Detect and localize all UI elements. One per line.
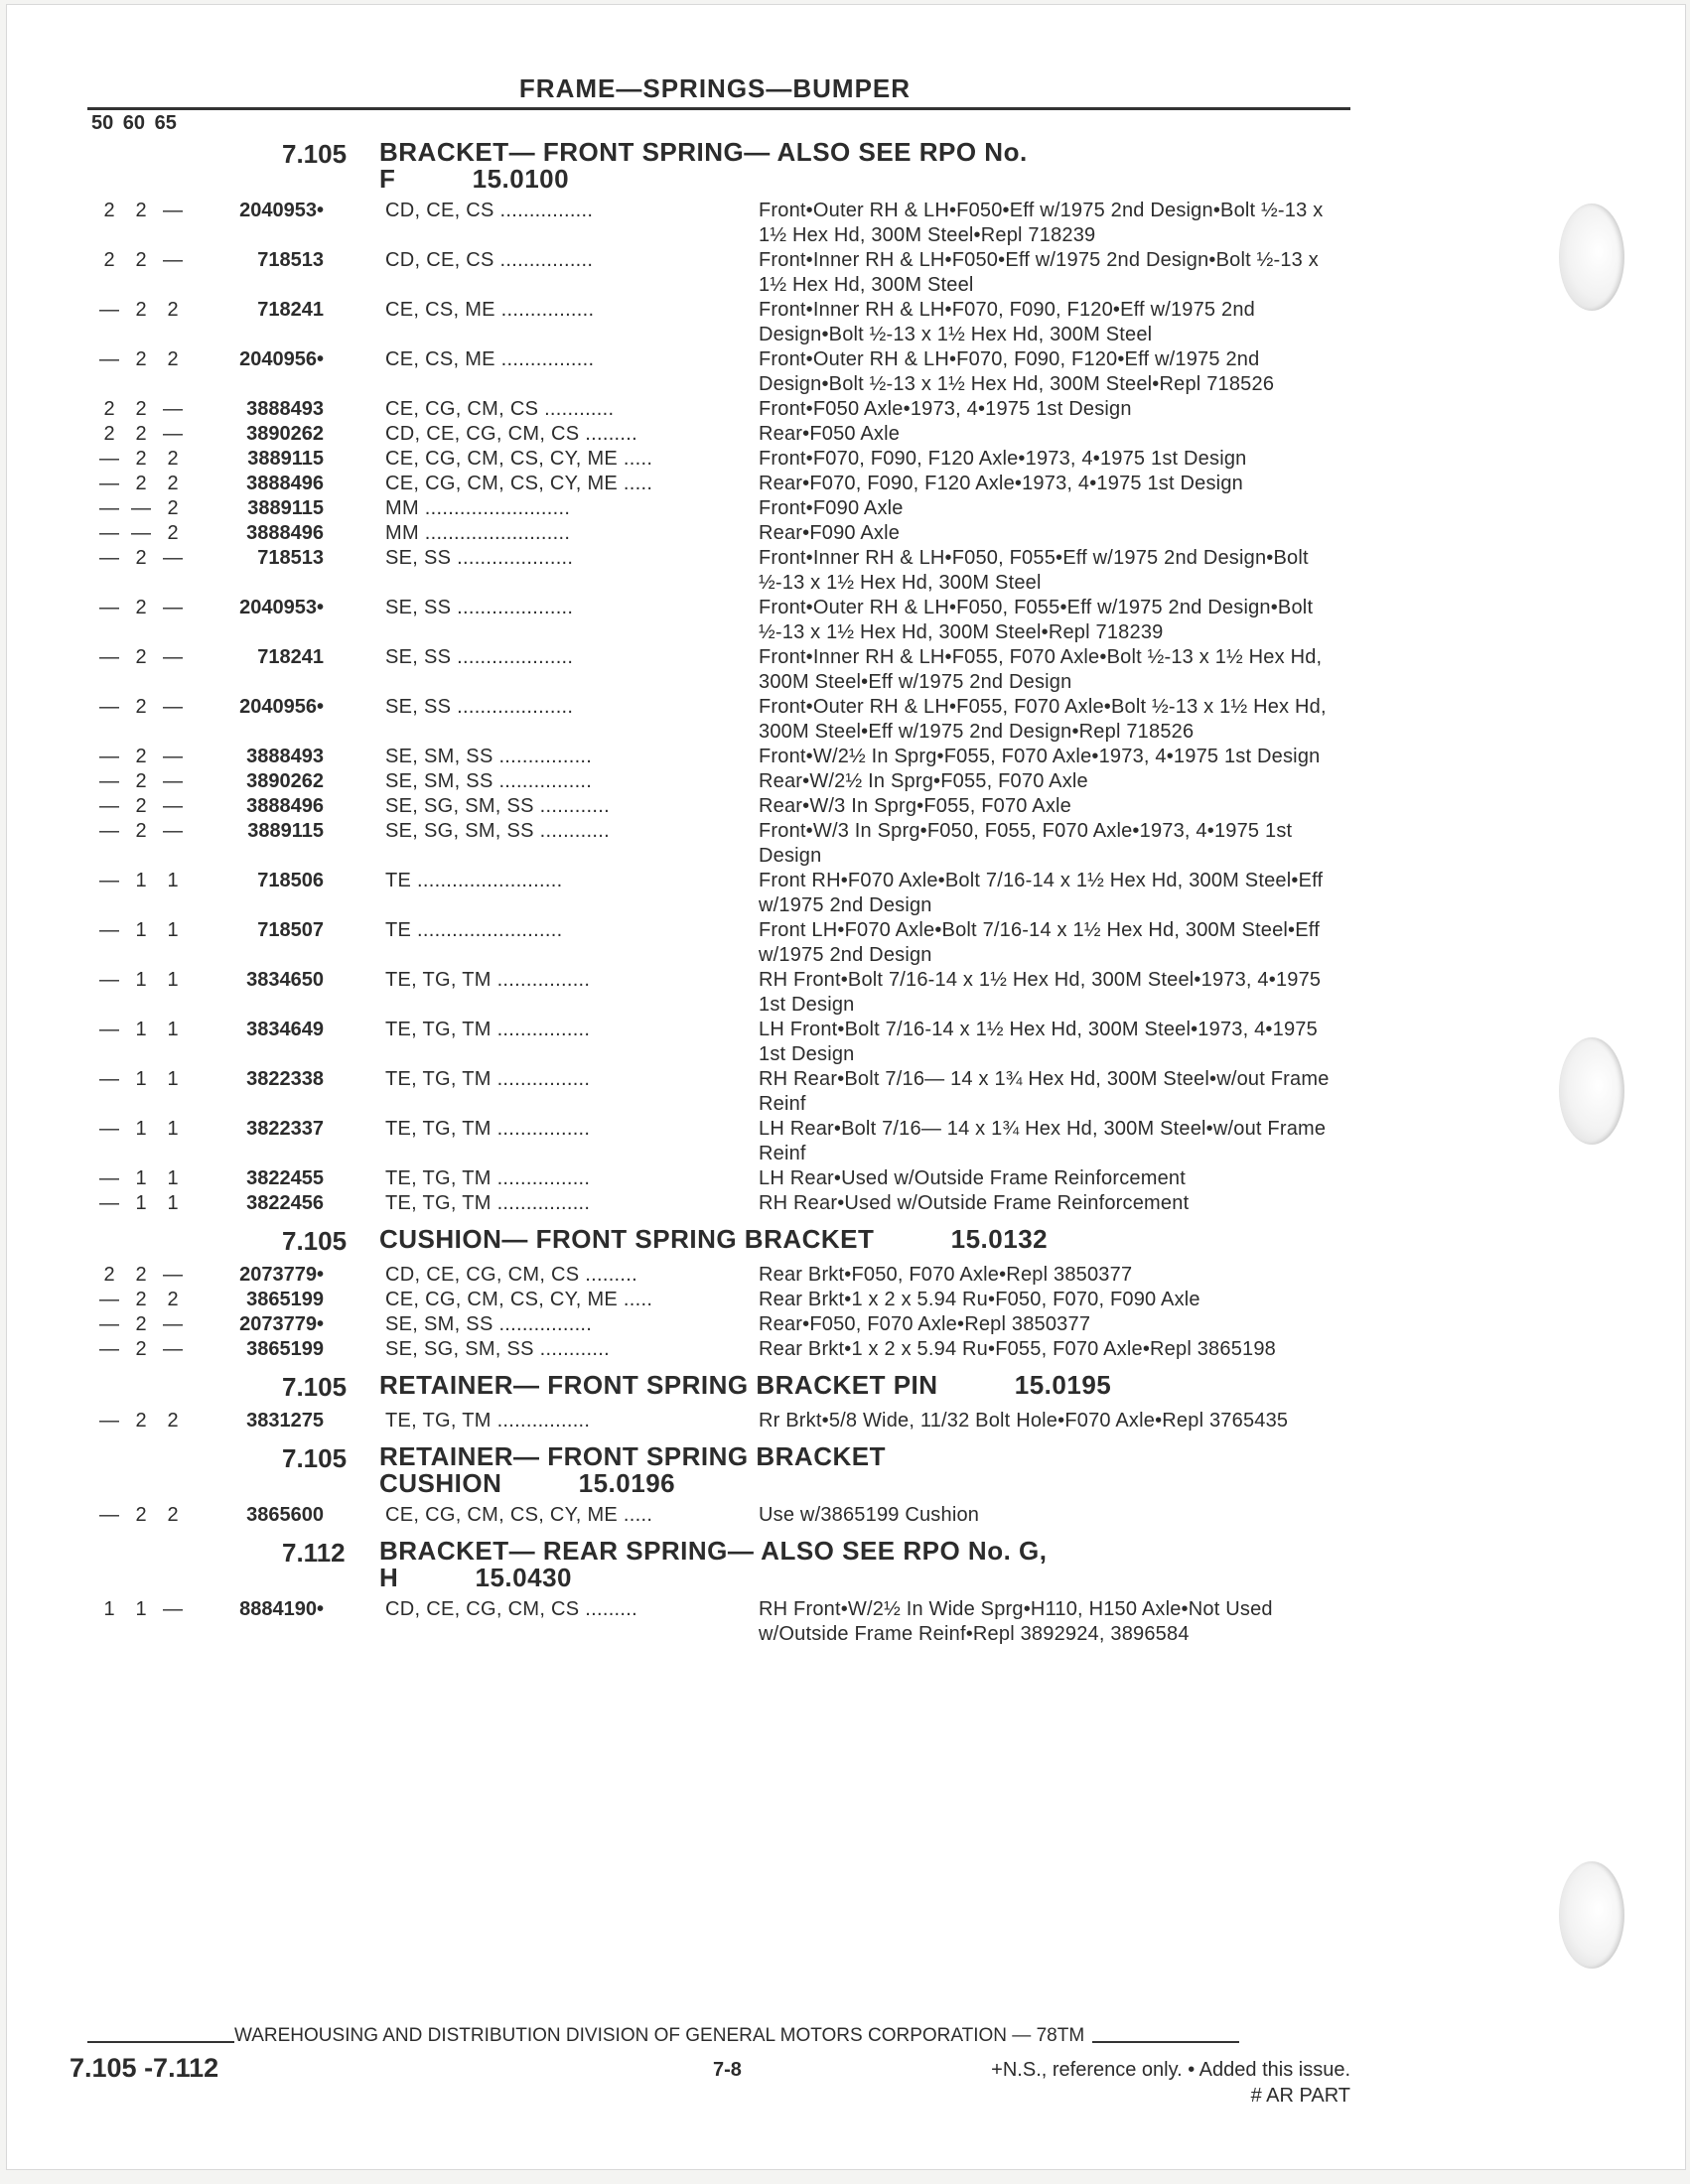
qty-1960: 1 (135, 870, 147, 891)
qty-1965: — (163, 398, 183, 420)
part-number: 718507 (257, 919, 324, 941)
part-description: Front•Outer RH & LH•F050, F055•Eff w/1975 2nd Design•Bolt ½-13 x 1½ Hex Hd, 300M Steel•Repl 718239 (759, 597, 1314, 643)
model-codes: CE, CG, CM, CS, CY, ME ..... (385, 1289, 653, 1310)
qty-1950: — (99, 820, 119, 842)
part-number: 3888496 (246, 795, 324, 817)
part-row (93, 397, 1354, 422)
qty-1950: — (99, 770, 119, 792)
part-number: 3889115 (247, 497, 324, 519)
part-description: Front•Outer RH & LH•F070, F090, F120•Eff w/1975 2nd Design•Bolt ½-13 x 1½ Hex Hd, 300M Steel•Repl 718526 (759, 348, 1275, 395)
qty-1965: 1 (167, 870, 179, 891)
model-codes: TE, TG, TM ................ (385, 1167, 591, 1189)
part-number: 3888493 (246, 398, 324, 420)
part-row (93, 1288, 1354, 1312)
part-number: 3888493 (246, 746, 324, 767)
part-number: 2040953• (239, 597, 324, 618)
qty-1960: 2 (135, 547, 147, 569)
model-codes: CD, CE, CG, CM, CS ......... (385, 423, 637, 445)
part-row (93, 1597, 1354, 1647)
part-description: Rear Brkt•F050, F070 Axle•Repl 3850377 (759, 1264, 1133, 1286)
section-header (93, 1443, 1354, 1497)
qty-1965: — (163, 746, 183, 767)
qty-1965: 1 (167, 969, 179, 991)
part-row (93, 869, 1354, 918)
model-codes: SE, SS .................... (385, 547, 574, 569)
part-row (93, 596, 1354, 645)
qty-1950: 2 (103, 1264, 115, 1286)
part-row (93, 968, 1354, 1018)
part-number: 3834649 (246, 1019, 324, 1040)
section-number: 7.112 (282, 1538, 346, 1568)
qty-1950: 2 (103, 423, 115, 445)
section-header (93, 1226, 1354, 1257)
year-column-headers: 50 60 65 (91, 112, 177, 134)
qty-1965: 2 (167, 473, 179, 494)
qty-1965: 1 (167, 1118, 179, 1140)
part-description: Front•Inner RH & LH•F050, F055•Eff w/1975 2nd Design•Bolt ½-13 x 1½ Hex Hd, 300M Steel (759, 547, 1309, 594)
qty-1960: — (131, 497, 151, 519)
qty-1950: — (99, 1118, 119, 1140)
section-title: BRACKET— REAR SPRING— ALSO SEE RPO No. G, H 15.0430 (379, 1536, 1048, 1592)
qty-1950: — (99, 597, 119, 618)
part-number: 3822338 (246, 1068, 324, 1090)
model-codes: SE, SM, SS ................ (385, 1313, 593, 1335)
part-description: Rear•F050 Axle (759, 423, 901, 445)
qty-1950: — (99, 870, 119, 891)
model-codes: CE, CG, CM, CS, CY, ME ..... (385, 1504, 653, 1526)
qty-1950: — (99, 1338, 119, 1360)
qty-1965: — (163, 1338, 183, 1360)
qty-1960: 1 (135, 1118, 147, 1140)
part-row (93, 918, 1354, 968)
qty-1960: 2 (135, 1313, 147, 1335)
parts-listing (93, 139, 1354, 1647)
qty-1960: 1 (135, 1192, 147, 1214)
part-number: 3865199 (246, 1338, 324, 1360)
qty-1960: 2 (135, 696, 147, 718)
part-row (93, 422, 1354, 447)
qty-1960: 2 (135, 1410, 147, 1432)
part-description: Rear•W/2½ In Sprg•F055, F070 Axle (759, 770, 1088, 792)
part-row (93, 794, 1354, 819)
model-codes: SE, SM, SS ................ (385, 746, 593, 767)
part-row (93, 769, 1354, 794)
qty-1960: 2 (135, 473, 147, 494)
part-number: 3865600 (246, 1504, 324, 1526)
section-title: CUSHION— FRONT SPRING BRACKET 15.0132 (379, 1224, 1049, 1254)
part-row (93, 645, 1354, 695)
qty-1950: 1 (103, 1598, 115, 1620)
qty-1960: 2 (135, 770, 147, 792)
qty-1965: — (163, 547, 183, 569)
qty-1965: — (163, 597, 183, 618)
part-number: 3834650 (246, 969, 324, 991)
part-description: Rear•F050, F070 Axle•Repl 3850377 (759, 1313, 1091, 1335)
part-row (93, 1337, 1354, 1362)
qty-1950: — (99, 795, 119, 817)
model-codes: SE, SM, SS ................ (385, 770, 593, 792)
model-codes: SE, SS .................... (385, 646, 574, 668)
part-number: 2040953• (239, 200, 324, 221)
part-description: Front•F090 Axle (759, 497, 904, 519)
footer-rule-left (87, 2041, 234, 2043)
part-row (93, 1067, 1354, 1117)
part-row (93, 298, 1354, 347)
qty-1950: — (99, 1504, 119, 1526)
footer-rule-right (1092, 2041, 1239, 2043)
part-number: 2040956• (239, 696, 324, 718)
binder-hole-top (1559, 204, 1624, 311)
part-number: 3822455 (246, 1167, 324, 1189)
header-rule (87, 107, 1350, 110)
part-number: 8884190• (239, 1598, 324, 1620)
qty-1960: 2 (135, 348, 147, 370)
binder-hole-bottom (1559, 1861, 1624, 1969)
qty-1965: 2 (167, 299, 179, 321)
qty-1965: 1 (167, 1019, 179, 1040)
qty-1965: — (163, 1598, 183, 1620)
qty-1960: 1 (135, 919, 147, 941)
model-codes: TE, TG, TM ................ (385, 1192, 591, 1214)
qty-1960: 2 (135, 1338, 147, 1360)
footer-legend (933, 2057, 1350, 2109)
qty-1960: 2 (135, 1504, 147, 1526)
qty-1965: 2 (167, 348, 179, 370)
qty-1965: — (163, 423, 183, 445)
qty-1960: 1 (135, 1068, 147, 1090)
qty-1960: 2 (135, 299, 147, 321)
part-description: Front LH•F070 Axle•Bolt 7/16-14 x 1½ Hex Hd, 300M Steel•Eff w/1975 2nd Design (759, 919, 1320, 966)
part-row (93, 521, 1354, 546)
part-description: Rear•F070, F090, F120 Axle•1973, 4•1975 1st Design (759, 473, 1243, 494)
part-number: 3822337 (246, 1118, 324, 1140)
part-number: 3822456 (246, 1192, 324, 1214)
part-number: 718513 (257, 547, 324, 569)
model-codes: TE, TG, TM ................ (385, 1118, 591, 1140)
part-number: 718241 (257, 299, 324, 321)
part-number: 718513 (257, 249, 324, 271)
model-codes: CE, CS, ME ................ (385, 299, 595, 321)
part-description: Rear•F090 Axle (759, 522, 901, 544)
qty-1960: 2 (135, 200, 147, 221)
qty-1965: — (163, 200, 183, 221)
qty-1960: 2 (135, 398, 147, 420)
section-title: RETAINER— FRONT SPRING BRACKET PIN 15.0195 (379, 1370, 1112, 1400)
part-row (93, 248, 1354, 298)
model-codes: TE, TG, TM ................ (385, 1068, 591, 1090)
qty-1950: 2 (103, 249, 115, 271)
qty-1965: — (163, 1264, 183, 1286)
model-codes: MM ......................... (385, 497, 571, 519)
part-description: Front•Inner RH & LH•F050•Eff w/1975 2nd Design•Bolt ½-13 x 1½ Hex Hd, 300M Steel (759, 249, 1319, 296)
qty-1950: — (99, 1410, 119, 1432)
part-number: 3890262 (246, 770, 324, 792)
part-row (93, 1166, 1354, 1191)
part-row (93, 745, 1354, 769)
qty-1965: — (163, 646, 183, 668)
qty-1960: 2 (135, 746, 147, 767)
qty-1965: 2 (167, 497, 179, 519)
footer-division-text: WAREHOUSING AND DISTRIBUTION DIVISION OF GENERAL MOTORS CORPORATION — 78TM (234, 2025, 1085, 2046)
part-number: 3890262 (246, 423, 324, 445)
qty-1950: — (99, 746, 119, 767)
section-number: 7.105 (282, 139, 348, 169)
part-row (93, 1263, 1354, 1288)
model-codes: TE, TG, TM ................ (385, 969, 591, 991)
qty-1950: — (99, 448, 119, 470)
model-codes: SE, SG, SM, SS ............ (385, 820, 610, 842)
part-description: Front•F050 Axle•1973, 4•1975 1st Design (759, 398, 1132, 420)
footer-section-ref: 7.105 -7.112 (70, 2053, 219, 2083)
part-description: Front•W/2½ In Sprg•F055, F070 Axle•1973, 4•1975 1st Design (759, 746, 1321, 767)
qty-1950: — (99, 1192, 119, 1214)
qty-1965: — (163, 770, 183, 792)
qty-1950: — (99, 1313, 119, 1335)
part-description: LH Rear•Bolt 7/16— 14 x 1¾ Hex Hd, 300M Steel•w/out Frame Reinf (759, 1118, 1327, 1164)
qty-1950: — (99, 473, 119, 494)
model-codes: TE ......................... (385, 919, 563, 941)
part-description: LH Front•Bolt 7/16-14 x 1½ Hex Hd, 300M Steel•1973, 4•1975 1st Design (759, 1019, 1318, 1065)
model-codes: CD, CE, CS ................ (385, 249, 594, 271)
qty-1960: 2 (135, 1289, 147, 1310)
qty-1950: — (99, 348, 119, 370)
qty-1965: 2 (167, 1289, 179, 1310)
part-description: Rr Brkt•5/8 Wide, 11/32 Bolt Hole•F070 Axle•Repl 3765435 (759, 1410, 1289, 1432)
qty-1965: — (163, 696, 183, 718)
part-number: 2073779• (239, 1264, 324, 1286)
qty-1950: — (99, 299, 119, 321)
model-codes: CE, CS, ME ................ (385, 348, 595, 370)
qty-1960: 2 (135, 448, 147, 470)
qty-1965: 1 (167, 1068, 179, 1090)
page-title: FRAME—SPRINGS—BUMPER (518, 73, 912, 103)
part-description: Front•Outer RH & LH•F055, F070 Axle•Bolt ½-13 x 1½ Hex Hd, 300M Steel•Eff w/1975 2nd Design•Repl 718526 (759, 696, 1327, 743)
qty-1950: 2 (103, 398, 115, 420)
model-codes: CE, CG, CM, CS, CY, ME ..... (385, 473, 653, 494)
qty-1950: — (99, 522, 119, 544)
model-codes: CE, CG, CM, CS, CY, ME ..... (385, 448, 653, 470)
part-description: Front•F070, F090, F120 Axle•1973, 4•1975 1st Design (759, 448, 1247, 470)
qty-1960: 1 (135, 969, 147, 991)
footer-page-number: 7-8 (713, 2059, 742, 2081)
qty-1965: 1 (167, 919, 179, 941)
qty-1960: 2 (135, 795, 147, 817)
part-description: Rear•W/3 In Sprg•F055, F070 Axle (759, 795, 1071, 817)
part-description: LH Rear•Used w/Outside Frame Reinforcement (759, 1167, 1187, 1189)
part-row (93, 1409, 1354, 1433)
part-number: 3888496 (246, 522, 324, 544)
part-row (93, 1117, 1354, 1166)
part-description: Rear Brkt•1 x 2 x 5.94 Ru•F055, F070 Axle•Repl 3865198 (759, 1338, 1276, 1360)
part-description: Rear Brkt•1 x 2 x 5.94 Ru•F050, F070, F090 Axle (759, 1289, 1200, 1310)
part-row (93, 819, 1354, 869)
part-description: RH Rear•Bolt 7/16— 14 x 1¾ Hex Hd, 300M Steel•w/out Frame Reinf (759, 1068, 1330, 1115)
qty-1950: — (99, 497, 119, 519)
model-codes: CD, CE, CG, CM, CS ......... (385, 1264, 637, 1286)
model-codes: SE, SG, SM, SS ............ (385, 795, 610, 817)
section-number: 7.105 (282, 1226, 348, 1256)
qty-1950: — (99, 646, 119, 668)
qty-1960: 1 (135, 1598, 147, 1620)
part-row (93, 199, 1354, 248)
qty-1960: 2 (135, 597, 147, 618)
qty-1950: 2 (103, 200, 115, 221)
part-number: 718241 (257, 646, 324, 668)
model-codes: CD, CE, CS ................ (385, 200, 594, 221)
section-header (93, 1372, 1354, 1403)
part-number: 2073779• (239, 1313, 324, 1335)
qty-1960: 2 (135, 423, 147, 445)
qty-1965: — (163, 820, 183, 842)
part-description: Use w/3865199 Cushion (759, 1504, 980, 1526)
part-number: 3831275 (246, 1410, 324, 1432)
qty-1960: — (131, 522, 151, 544)
model-codes: TE, TG, TM ................ (385, 1410, 591, 1432)
footer-legend-line-1: +N.S., reference only. • Added this issue. (991, 2059, 1350, 2081)
part-description: RH Rear•Used w/Outside Frame Reinforcement (759, 1192, 1190, 1214)
part-row (93, 496, 1354, 521)
qty-1950: — (99, 1167, 119, 1189)
part-description: RH Front•W/2½ In Wide Sprg•H110, H150 Axle•Not Used w/Outside Frame Reinf•Repl 3892924, 3896584 (759, 1598, 1273, 1645)
footer-division-line (87, 2025, 1350, 2047)
model-codes: MM ......................... (385, 522, 571, 544)
qty-1965: — (163, 249, 183, 271)
binder-hole-middle (1559, 1037, 1624, 1145)
model-codes: SE, SS .................... (385, 597, 574, 618)
qty-1960: 1 (135, 1167, 147, 1189)
part-description: Front•Outer RH & LH•F050•Eff w/1975 2nd Design•Bolt ½-13 x 1½ Hex Hd, 300M Steel•Repl 718239 (759, 200, 1324, 246)
model-codes: TE ......................... (385, 870, 563, 891)
qty-1965: 2 (167, 1504, 179, 1526)
part-row (93, 347, 1354, 397)
part-description: Front•Inner RH & LH•F055, F070 Axle•Bolt ½-13 x 1½ Hex Hd, 300M Steel•Eff w/1975 2nd Design (759, 646, 1323, 693)
part-row (93, 695, 1354, 745)
qty-1965: 2 (167, 448, 179, 470)
qty-1950: — (99, 919, 119, 941)
qty-1965: 2 (167, 1410, 179, 1432)
qty-1965: — (163, 795, 183, 817)
qty-1965: 1 (167, 1192, 179, 1214)
part-number: 3889115 (247, 448, 324, 470)
model-codes: SE, SG, SM, SS ............ (385, 1338, 610, 1360)
qty-1950: — (99, 1068, 119, 1090)
qty-1965: 2 (167, 522, 179, 544)
qty-1950: — (99, 1019, 119, 1040)
part-description: Front•Inner RH & LH•F070, F090, F120•Eff w/1975 2nd Design•Bolt ½-13 x 1½ Hex Hd, 300M Steel (759, 299, 1255, 345)
qty-1960: 2 (135, 1264, 147, 1286)
qty-1960: 2 (135, 646, 147, 668)
model-codes: TE, TG, TM ................ (385, 1019, 591, 1040)
part-row (93, 472, 1354, 496)
qty-1950: — (99, 547, 119, 569)
qty-1960: 2 (135, 249, 147, 271)
section-title: BRACKET— FRONT SPRING— ALSO SEE RPO No. F 15.0100 (379, 137, 1028, 194)
qty-1950: — (99, 969, 119, 991)
model-codes: SE, SS .................... (385, 696, 574, 718)
qty-1965: 1 (167, 1167, 179, 1189)
part-number: 3865199 (246, 1289, 324, 1310)
part-description: Front RH•F070 Axle•Bolt 7/16-14 x 1½ Hex Hd, 300M Steel•Eff w/1975 2nd Design (759, 870, 1324, 916)
qty-1960: 2 (135, 820, 147, 842)
part-row (93, 447, 1354, 472)
part-number: 718506 (257, 870, 324, 891)
qty-1965: — (163, 1313, 183, 1335)
model-codes: CD, CE, CG, CM, CS ......... (385, 1598, 637, 1620)
section-header (93, 139, 1354, 193)
part-row (93, 1503, 1354, 1528)
section-number: 7.105 (282, 1443, 348, 1473)
part-row (93, 1018, 1354, 1067)
model-codes: CE, CG, CM, CS ............ (385, 398, 615, 420)
part-description: Front•W/3 In Sprg•F050, F055, F070 Axle•1973, 4•1975 1st Design (759, 820, 1293, 867)
qty-1950: — (99, 1289, 119, 1310)
part-description: RH Front•Bolt 7/16-14 x 1½ Hex Hd, 300M Steel•1973, 4•1975 1st Design (759, 969, 1322, 1016)
part-number: 3889115 (247, 820, 324, 842)
part-row (93, 546, 1354, 596)
section-header (93, 1538, 1354, 1591)
part-number: 2040956• (239, 348, 324, 370)
part-row (93, 1312, 1354, 1337)
part-row (93, 1191, 1354, 1216)
part-number: 3888496 (246, 473, 324, 494)
section-title: RETAINER— FRONT SPRING BRACKET CUSHION 15.0196 (379, 1441, 886, 1498)
footer-legend-line-2: # AR PART (1250, 2085, 1350, 2107)
section-number: 7.105 (282, 1372, 348, 1402)
qty-1960: 1 (135, 1019, 147, 1040)
qty-1950: — (99, 696, 119, 718)
